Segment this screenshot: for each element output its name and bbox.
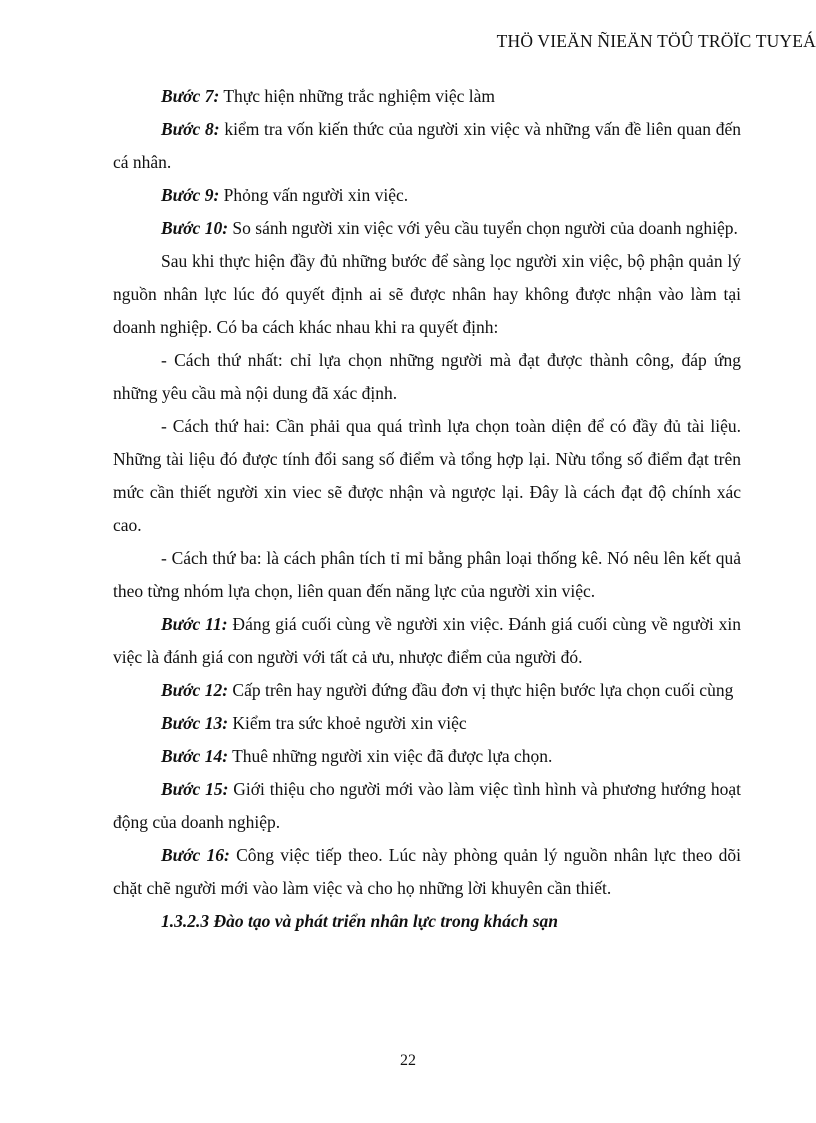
step-label: Bước 8: <box>161 119 220 139</box>
step-label: Bước 11: <box>161 614 228 634</box>
page-number: 22 <box>400 1052 416 1069</box>
step-label: Bước 10: <box>161 218 229 238</box>
step-text: Công việc tiếp theo. Lúc này phòng quản lý nguồn nhân lực theo dõi chặt chẽ người mới vào làm việc và cho họ những lời khuyên cần thiết. <box>113 845 741 898</box>
step-12 <box>113 674 741 707</box>
step-15 <box>113 773 741 839</box>
step-label: Bước 7: <box>161 86 220 106</box>
step-7 <box>113 80 741 113</box>
step-13 <box>113 707 741 740</box>
step-8 <box>113 113 741 179</box>
section-heading: 1.3.2.3 Đào tạo và phát triển nhân lực trong khách sạn <box>161 911 559 931</box>
step-label: Bước 14: <box>161 746 229 766</box>
step-10 <box>113 212 741 245</box>
method-1: - Cách thứ nhất: chỉ lựa chọn những người mà đạt được thành công, đáp ứng những yêu cầu mà nội dung đã xác định. <box>113 350 741 403</box>
step-16 <box>113 839 741 905</box>
step-text: Thực hiện những trắc nghiệm việc làm <box>219 86 496 106</box>
step-14 <box>113 740 741 773</box>
step-label: Bước 16: <box>161 845 230 865</box>
step-text: Thuê những người xin việc đã được lựa chọn. <box>228 746 553 766</box>
step-label: Bước 9: <box>161 185 220 205</box>
step-text: So sánh người xin việc với yêu cầu tuyển chọn người của doanh nghiệp. <box>228 218 738 238</box>
step-label: Bước 13: <box>161 713 229 733</box>
step-text: kiểm tra vốn kiến thức của người xin việc và những vấn đề liên quan đến cá nhân. <box>113 119 741 172</box>
step-text: Đáng giá cuối cùng về người xin việc. Đánh giá cuối cùng về người xin việc là đánh giá con người với tất cả ưu, nhược điểm của người đó. <box>113 614 741 667</box>
method-3: - Cách thứ ba: là cách phân tích tỉ mỉ bằng phân loại thống kê. Nó nêu lên kết quả theo từng nhóm lựa chọn, liên quan đến năng lực của người xin việc. <box>113 548 741 601</box>
step-text: Cấp trên hay người đứng đầu đơn vị thực hiện bước lựa chọn cuối cùng <box>228 680 734 700</box>
step-9 <box>113 179 741 212</box>
step-label: Bước 15: <box>161 779 229 799</box>
step-11 <box>113 608 741 674</box>
method-2: - Cách thứ hai: Cần phải qua quá trình lựa chọn toàn diện để có đầy đủ tài liệu. Những tài liệu đó được tính đổi sang số điểm và tổng hợp lại. Nừu tổng số điểm đạt trên mức cần thiết người xin viec sẽ được nhận và ngược lại. Đây là cách đạt độ chính xác cao. <box>113 416 741 535</box>
running-header: THÖ VIEÄN ÑIEÄN TÖÛ TRÖÏC TUYEÁ <box>496 31 816 51</box>
step-text: Kiểm tra sức khoẻ người xin việc <box>228 713 467 733</box>
document-body <box>113 80 741 938</box>
intro-paragraph: Sau khi thực hiện đầy đủ những bước để sàng lọc người xin việc, bộ phận quản lý nguồn nhân lực lúc đó quyết định ai sẽ được nhân hay không được nhận vào làm tại doanh nghiệp. Có ba cách khác nhau khi ra quyết định: <box>113 251 741 337</box>
step-label: Bước 12: <box>161 680 229 700</box>
step-text: Giới thiệu cho người mới vào làm việc tình hình và phương hướng hoạt động của doanh nghiệp. <box>113 779 741 832</box>
step-text: Phỏng vấn người xin việc. <box>219 185 409 205</box>
